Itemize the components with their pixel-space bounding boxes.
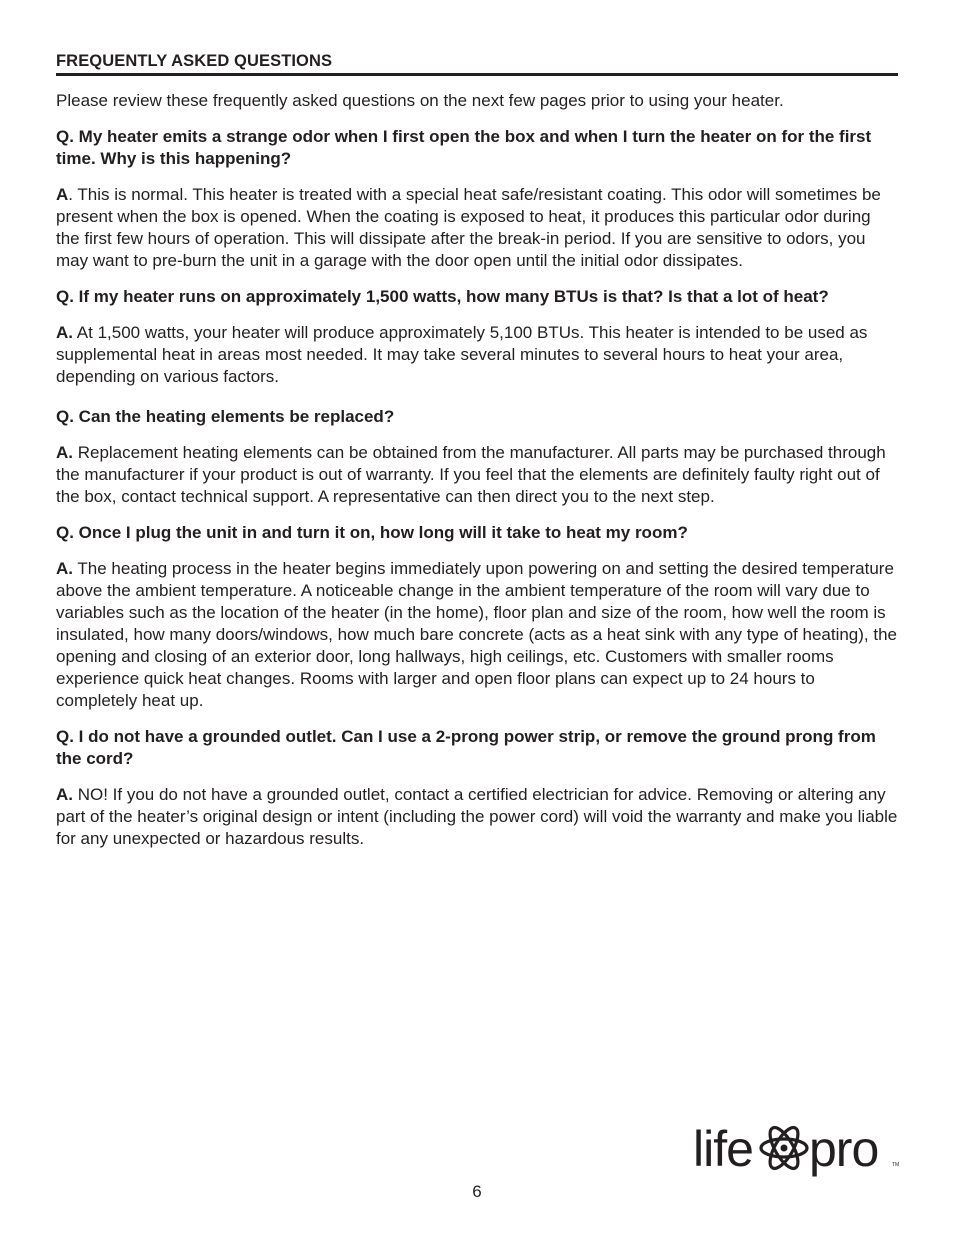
page-number: 6 [472, 1182, 482, 1201]
logo-text-pro: pro [809, 1121, 879, 1177]
faq-question-1: Q. My heater emits a strange odor when I first open the box and when I turn the heater on for the first time. Why is this happening? [56, 127, 872, 168]
faq-answer-2 [56, 322, 898, 388]
answer-prefix: A [56, 185, 69, 204]
answer-text: At 1,500 watts, your heater will produce approximately 5,100 BTUs. This heater is intended to be used as supplemental heat in areas most needed. It may take several minutes to several hours to heat your area, depending on various factors. [56, 323, 868, 386]
faq-answer-5 [56, 784, 898, 850]
section-heading: FREQUENTLY ASKED QUESTIONS [56, 50, 898, 76]
answer-prefix: A. [56, 443, 73, 462]
intro-text: Please review these frequently asked questions on the next few pages prior to using your heater. [56, 91, 784, 110]
answer-prefix: A. [56, 559, 73, 578]
lifepro-logo [693, 1116, 903, 1182]
faq-question-3: Q. Can the heating elements be replaced? [56, 407, 395, 426]
answer-text: The heating process in the heater begins immediately upon powering on and setting the desired temperature above the ambient temperature. A noticeable change in the ambient temperature of the room will vary due to variables such as the location of the heater (in the home), floor plan and size of the room, how well the room is insulated, how many doors/windows, how much bare concrete (acts as a heat sink with any type of heating), the opening and closing of an exterior door, long hallways, high ceilings, etc. Customers with smaller rooms experience quick heat changes. Rooms with larger and open floor plans can expect up to 24 hours to completely heat up. [56, 559, 898, 710]
answer-prefix: A. [56, 323, 73, 342]
logo-trademark: TM [892, 1162, 900, 1168]
faq-answer-3 [56, 442, 898, 508]
atom-icon [761, 1124, 807, 1173]
faq-question-4: Q. Once I plug the unit in and turn it on, how long will it take to heat my room? [56, 523, 688, 542]
faq-question-5: Q. I do not have a grounded outlet. Can I use a 2-prong power strip, or remove the ground prong from the cord? [56, 727, 876, 768]
faq-answer-1 [56, 184, 898, 272]
faq-question-2: Q. If my heater runs on approximately 1,500 watts, how many BTUs is that? Is that a lot of heat? [56, 287, 829, 306]
faq-answer-4 [56, 558, 898, 712]
answer-text: NO! If you do not have a grounded outlet, contact a certified electrician for advice. Removing or altering any part of the heater’s original design or intent (including the power cord) will void the warranty and make you liable for any unexpected or hazardous results. [56, 785, 898, 848]
faq-page [56, 50, 898, 850]
logo-text-life: life [693, 1121, 753, 1177]
answer-text: . This is normal. This heater is treated with a special heat safe/resistant coating. This odor will sometimes be present when the box is opened. When the coating is exposed to heat, it produces this particular odor during the first few hours of operation. This will dissipate after the break-in period. If you are sensitive to odors, you may want to pre-burn the unit in a garage with the door open until the initial odor dissipates. [56, 185, 881, 270]
answer-text: Replacement heating elements can be obtained from the manufacturer. All parts may be purchased through the manufacturer if your product is out of warranty. If you feel that the elements are definitely faulty right out of the box, contact technical support. A representative can then direct you to the next step. [56, 443, 886, 506]
answer-prefix: A. [56, 785, 73, 804]
